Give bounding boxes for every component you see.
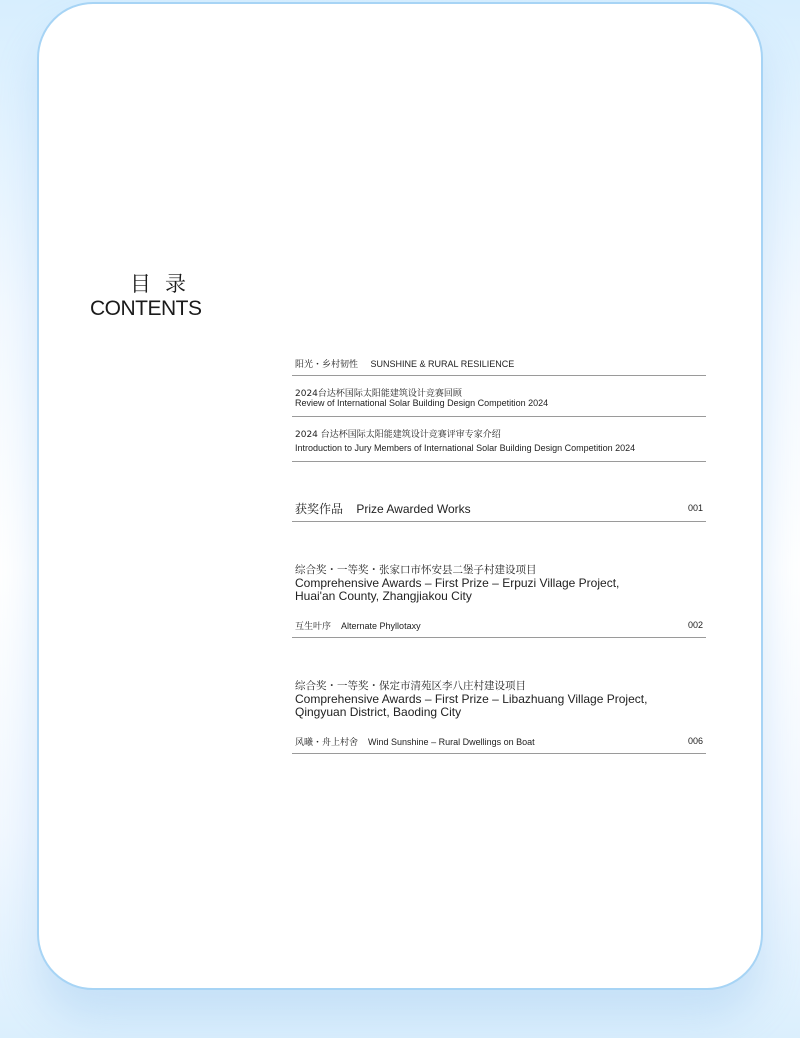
toc-entry-erpuzi-en-2[interactable]: Huai'an County, Zhangjiakou City [295, 589, 472, 603]
contents-title-cn: 目录 [130, 272, 200, 296]
toc-subentry-phyllotaxy[interactable] [295, 619, 421, 632]
entry-label-en: Prize Awarded Works [356, 502, 471, 516]
toc-entry-jury-cn[interactable]: 2024 台达杯国际太阳能建筑设计竞赛评审专家介绍 [295, 430, 501, 440]
divider [292, 637, 706, 638]
toc-entry-libazhuang-en-2[interactable]: Qingyuan District, Baoding City [295, 705, 462, 719]
entry-label-cn: 阳光・乡村韧性 [295, 360, 359, 370]
page-card [37, 2, 763, 990]
toc-subentry-wind-sunshine[interactable] [295, 735, 535, 748]
toc-entry-review-cn[interactable]: 2024台达杯国际太阳能建筑设计竞赛回顾 [295, 389, 462, 399]
entry-label-cn: 风曦・舟上村舍 [295, 738, 359, 748]
toc-entry-erpuzi-cn[interactable]: 综合奖・一等奖・张家口市怀安县二堡子村建设项目 [295, 564, 537, 576]
divider [292, 416, 706, 417]
entry-label-en: SUNSHINE & RURAL RESILIENCE [370, 359, 515, 369]
divider [292, 375, 706, 376]
divider [292, 461, 706, 462]
page-number: 006 [687, 736, 703, 746]
divider [292, 521, 706, 522]
entry-label-en: Wind Sunshine – Rural Dwellings on Boat [368, 737, 535, 747]
toc-entry-jury-en[interactable]: Introduction to Jury Members of International Solar Building Design Competition 2024 [295, 443, 636, 453]
entry-label-cn: 获奖作品 [295, 502, 344, 516]
toc-entry-libazhuang-cn[interactable]: 综合奖・一等奖・保定市清苑区李八庄村建设项目 [295, 680, 526, 692]
entry-label-cn: 互生叶序 [295, 622, 332, 632]
toc-entry-review-en[interactable]: Review of International Solar Building Design Competition 2024 [295, 398, 549, 408]
toc-entry-erpuzi-en-1[interactable]: Comprehensive Awards – First Prize – Erpuzi Village Project, [295, 576, 620, 590]
toc-entry-sunshine[interactable] [295, 357, 514, 370]
toc-entry-prize-works[interactable] [295, 500, 471, 517]
divider [292, 753, 706, 754]
contents-title-en: CONTENTS [90, 297, 202, 320]
entry-label-en: Alternate Phyllotaxy [341, 621, 421, 631]
page-number: 002 [687, 620, 703, 630]
toc-entry-libazhuang-en-1[interactable]: Comprehensive Awards – First Prize – Libazhuang Village Project, [295, 692, 648, 706]
page-number: 001 [687, 503, 703, 513]
